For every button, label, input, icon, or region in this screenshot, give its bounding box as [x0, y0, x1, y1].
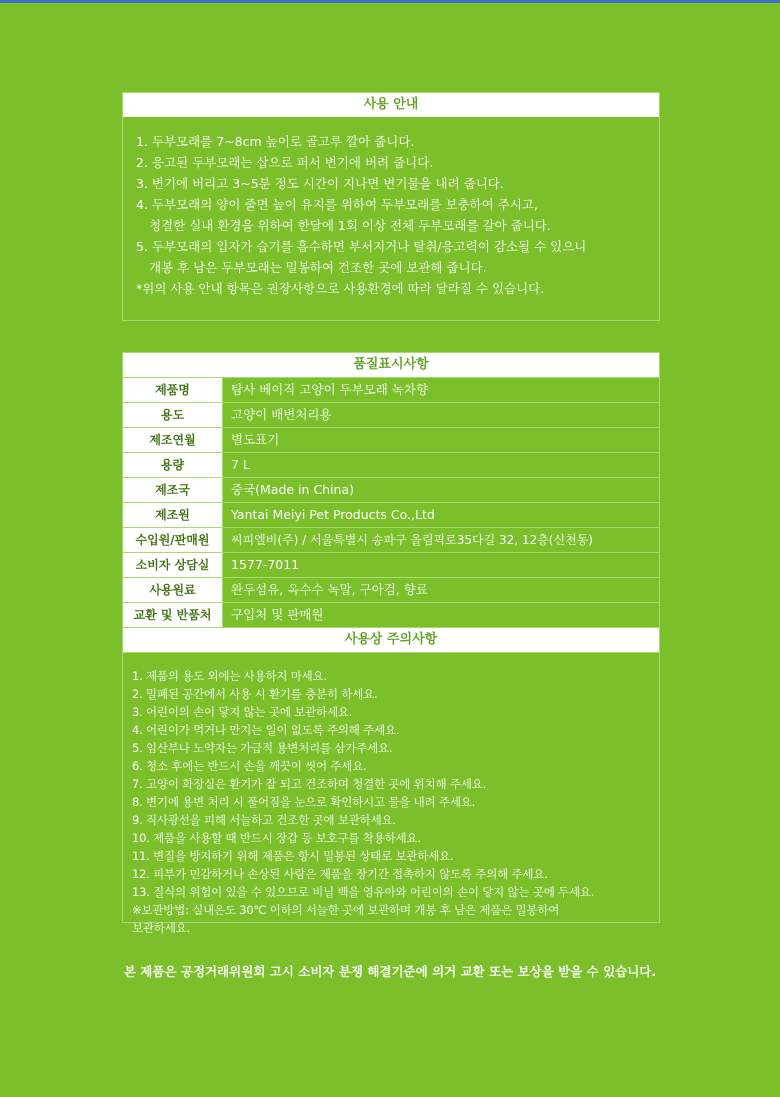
- usage-guide-list: [123, 117, 659, 299]
- storage-note-continued: 보관하세요.: [132, 921, 190, 935]
- caution-item: 3. 어린이의 손이 닿지 않는 곳에 보관하세요.: [132, 705, 353, 719]
- quality-row-returns: [123, 602, 659, 627]
- row-value: 고양이 배변처리용: [231, 407, 332, 422]
- usage-item: 5. 두부모래의 입자가 습기를 흡수하면 부서지거나 탈취/응고력이 감소될 수 있으니: [136, 239, 587, 254]
- caution-item: 9. 직사광선을 피해 서늘하고 건조한 곳에 보관하세요.: [132, 813, 396, 827]
- caution-item: 12. 피부가 민감하거나 손상된 사람은 제품을 장기간 접촉하지 않도록 주의해 주세요.: [132, 867, 548, 881]
- usage-item: 청결한 실내 환경을 위하여 한달에 1회 이상 전체 두부모래를 갈아 줍니다.: [149, 218, 551, 233]
- quality-row-purpose: [123, 402, 659, 427]
- row-label: 사용원료: [123, 578, 223, 602]
- row-label: 교환 및 반품처: [123, 603, 223, 627]
- caution-item: 4. 어린이가 먹거나 만지는 일이 없도록 주의해 주세요.: [132, 723, 400, 737]
- row-label: 제조원: [123, 503, 223, 527]
- usage-note: *위의 사용 안내 항목은 권장사항으로 사용환경에 따라 달라질 수 있습니다.: [136, 281, 545, 296]
- row-value: 1577-7011: [231, 557, 300, 572]
- top-accent-bar: [0, 0, 780, 3]
- caution-item: 13. 질식의 위험이 있을 수 있으므로 비닐 백을 영유아와 어린이의 손이 닿지 않는 곳에 두세요.: [132, 885, 595, 899]
- cautions-list: [123, 652, 659, 935]
- quality-row-manufacture-date: [123, 427, 659, 452]
- caution-item: 5. 임산부나 노약자는 가급적 용변처리를 삼가주세요.: [132, 741, 393, 755]
- quality-row-country: [123, 477, 659, 502]
- usage-guide-title: 사용 안내: [123, 93, 659, 117]
- row-value: Yantai Meiyi Pet Products Co.,Ltd: [231, 507, 435, 522]
- quality-row-importer: [123, 527, 659, 552]
- row-label: 용량: [123, 453, 223, 477]
- usage-guide-box: [122, 92, 660, 321]
- caution-item: 10. 제품을 사용할 때 반드시 장갑 등 보호구를 착용하세요.: [132, 831, 421, 845]
- usage-item: 4. 두부모래의 양이 줄면 높이 유지를 위하여 두부모래를 보충하여 주시고,: [136, 197, 538, 212]
- caution-item: 2. 밀폐된 공간에서 사용 시 환기를 충분히 하세요.: [132, 687, 378, 701]
- consumer-dispute-notice: 본 제품은 공정거래위원회 고시 소비자 분쟁 해결기준에 의거 교환 또는 보상을 받을 수 있습니다.: [123, 964, 657, 979]
- usage-item: 개봉 후 남은 두부모래는 밀봉하여 건조한 곳에 보관해 줍니다.: [149, 260, 487, 275]
- quality-label-box: [122, 352, 660, 935]
- row-label: 제조연월: [123, 428, 223, 452]
- row-value: 씨피엘비(주) / 서울특별시 송파구 올림픽로35다길 32, 12층(신천동): [231, 533, 593, 547]
- usage-item: 3. 변기에 버리고 3~5분 정도 시간이 지나면 변기물을 내려 줍니다.: [136, 176, 504, 191]
- row-value: 구입처 및 판매원: [231, 607, 324, 622]
- row-label: 용도: [123, 403, 223, 427]
- usage-item: 2. 응고된 두부모래는 삽으로 퍼서 변기에 버려 줍니다.: [136, 155, 434, 170]
- caution-item: 7. 고양이 화장실은 환기가 잘 되고 건조하며 청결한 곳에 위치해 주세요.: [132, 777, 487, 791]
- quality-row-manufacturer: [123, 502, 659, 527]
- usage-item: 1. 두부모래를 7~8cm 높이로 골고루 깔아 줍니다.: [136, 134, 415, 149]
- quality-label-title: 품질표시사항: [123, 353, 659, 377]
- row-label: 제품명: [123, 378, 223, 402]
- storage-note: ※보관방법: 실내온도 30℃ 이하의 서늘한 곳에 보관하며 개봉 후 남은 제품은 밀봉하여: [132, 903, 560, 917]
- row-value: 탐사 베이직 고양이 두부모래 녹차향: [231, 382, 429, 397]
- row-label: 수입원/판매원: [123, 528, 223, 552]
- quality-row-consumer-center: [123, 552, 659, 577]
- row-value: 중국(Made in China): [231, 482, 355, 497]
- caution-item: 11. 변질을 방지하기 위해 제품은 항시 밀봉된 상태로 보관하세요.: [132, 849, 454, 863]
- caution-item: 6. 청소 후에는 반드시 손을 깨끗이 씻어 주세요.: [132, 759, 367, 773]
- caution-item: 1. 제품의 용도 외에는 사용하지 마세요.: [132, 669, 327, 683]
- row-label: 소비자 상담실: [123, 553, 223, 577]
- row-label: 제조국: [123, 478, 223, 502]
- cautions-title: 사용상 주의사항: [123, 627, 659, 652]
- row-value: 7 L: [231, 457, 250, 472]
- quality-row-product-name: [123, 377, 659, 402]
- row-value: 별도표기: [231, 432, 280, 447]
- caution-item: 8. 변기에 용변 처리 시 풀어짐을 눈으로 확인하시고 물을 내려 주세요.: [132, 795, 476, 809]
- quality-row-capacity: [123, 452, 659, 477]
- row-value: 완두섬유, 옥수수 녹말, 구아검, 향료: [231, 582, 428, 597]
- quality-row-ingredients: [123, 577, 659, 602]
